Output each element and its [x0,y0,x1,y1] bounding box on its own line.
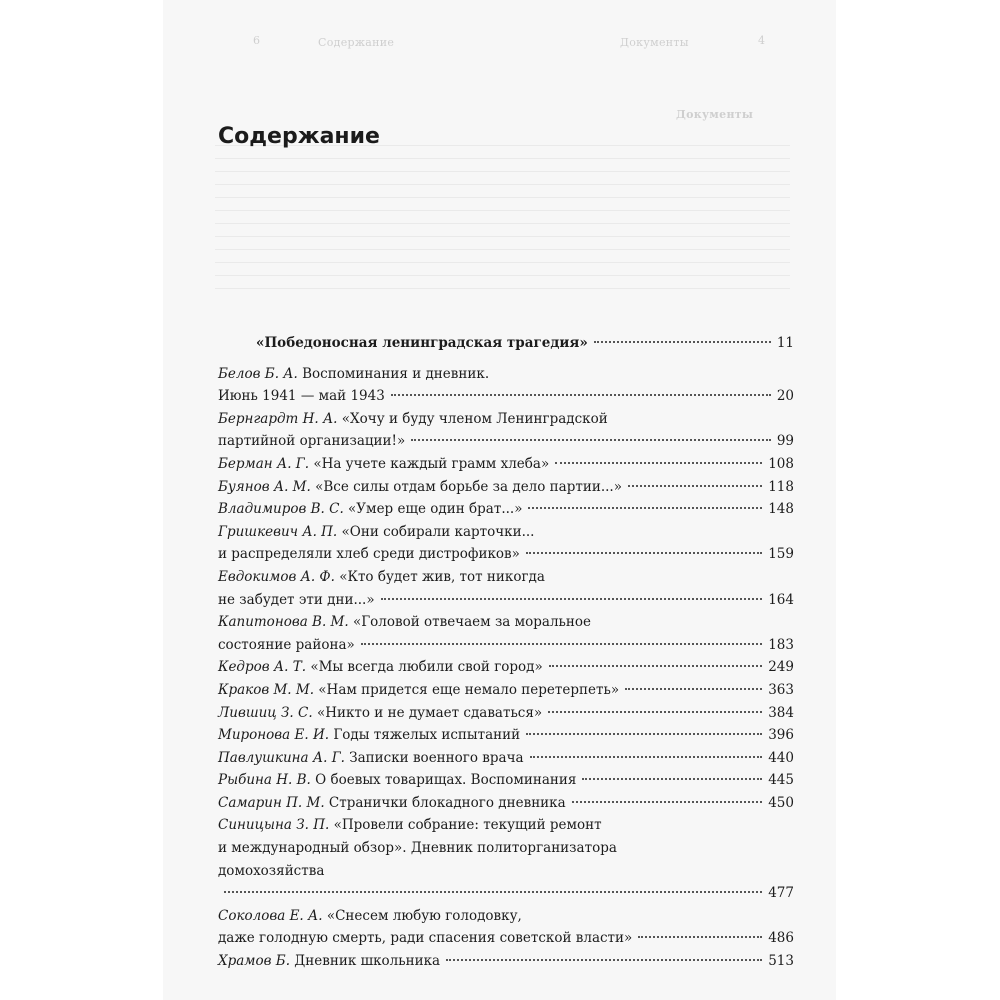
toc-entry-title: не забудет эти дни...» [218,591,375,608]
toc-entry-author: Капитонова В. М. [218,614,349,631]
toc-entry-author: Павлушкина А. Г. [218,749,345,766]
dot-leader [530,756,763,758]
toc-entry-line-text [218,747,524,770]
ghost-heading: Документы [676,108,754,121]
toc-entry-line-text [218,498,522,521]
toc-entry-page: 477 [768,885,794,902]
table-of-contents [218,332,794,973]
toc-entry[interactable] [218,814,794,904]
toc-entry-line [218,521,794,544]
toc-entry[interactable] [218,476,794,499]
toc-entry-line-text [218,702,542,725]
page-title: Содержание [218,124,380,149]
toc-entry-author: Самарин П. М. [218,794,325,811]
toc-entry[interactable] [218,611,794,656]
toc-entry-line [218,656,794,679]
toc-entry-title: Дневник школьника [294,953,441,970]
dot-leader [224,891,762,893]
dot-leader [548,711,762,713]
toc-entry-line-text [218,950,440,973]
toc-entry-title: и международный обзор». Дневник политорганизатора [218,840,617,857]
toc-entry-line [218,363,794,386]
toc-entry-line-text [218,589,375,612]
dot-leader [572,801,763,803]
toc-entry-line-text [218,679,619,702]
toc-entry-line [218,408,794,431]
toc-entry-author: Кедров А. Т. [218,659,307,676]
toc-entry[interactable] [218,679,794,702]
toc-entry[interactable] [218,792,794,815]
toc-entry-author: Владимиров В. С. [218,501,344,518]
toc-entry[interactable] [218,950,794,973]
toc-entry-line [256,332,794,355]
ghost-right-running-head: Документы [620,36,689,49]
toc-entry-title: домохозяйства [218,862,325,879]
toc-entry-line [218,927,794,950]
dot-leader [528,507,762,509]
toc-entry-author: Белов Б. А. [218,365,298,382]
toc-entry-title: «Нам придется еще немало перетерпеть» [318,681,620,698]
toc-entry-line [218,792,794,815]
toc-entry-line [218,430,794,453]
toc-entry-title: «Победоносная ленинградская трагедия» [256,335,588,351]
toc-entry-page: 164 [768,591,794,608]
toc-entry-author: Гришкевич А. П. [218,523,338,540]
toc-entry-line-text [218,927,632,950]
ghost-left-page-number: 6 [253,34,261,47]
toc-entry-author: Синицына З. П. [218,817,330,834]
toc-entry-line [218,476,794,499]
toc-entry-title: «Никто и не думает сдаваться» [316,704,543,721]
toc-entry-line-text [218,769,576,792]
toc-entry-line-text [218,453,549,476]
toc-entry-title: «Мы всегда любили свой город» [310,659,543,676]
toc-entry-title: О боевых товарищах. Воспоминания [315,772,577,789]
toc-entry-title: Воспоминания и дневник. [302,365,490,382]
toc-entry-line [218,453,794,476]
toc-entry-author: Рыбина Н. В. [218,772,311,789]
toc-entry-author: Краков М. М. [218,681,314,698]
toc-entry-line [218,543,794,566]
toc-entry-title: «Умер еще один брат...» [348,501,523,518]
toc-entry-page: 440 [768,749,794,766]
dot-leader [526,552,762,554]
toc-entry-title: «Провели собрание: текущий ремонт [333,817,602,834]
toc-entry-title: Записки военного врача [349,749,524,766]
toc-entry-line-text [218,543,520,566]
bleed-through-lines [215,145,790,325]
toc-entry-line [218,950,794,973]
toc-entry[interactable] [218,724,794,747]
dot-leader [361,643,762,645]
dot-leader [526,733,762,735]
toc-entry-page: 249 [768,659,794,676]
dot-leader [446,959,762,961]
toc-entry-page: 99 [776,433,794,450]
toc-entry-line [218,589,794,612]
toc-entry-line [218,498,794,521]
toc-entry-line [218,566,794,589]
toc-entry-author: Берман А. Г. [218,455,310,472]
toc-entry[interactable] [256,332,794,355]
toc-entry-title: партийной организации!» [218,433,406,450]
toc-entry-author: Лившиц З. С. [218,704,313,721]
dot-leader [391,394,771,396]
toc-entry-line-text [218,634,355,657]
toc-entry-author: Буянов А. М. [218,478,311,495]
toc-entry-line [218,385,794,408]
toc-entry[interactable] [218,453,794,476]
toc-entry-page: 20 [776,388,794,405]
toc-entry-line [218,611,794,634]
toc-entry-title: «Все силы отдам борьбе за дело партии...» [315,478,622,495]
toc-entry-line [218,747,794,770]
toc-entry[interactable] [218,566,794,611]
toc-entry-page: 396 [768,727,794,744]
dot-leader [381,598,763,600]
dot-leader [549,665,762,667]
toc-entry[interactable] [218,363,794,408]
dot-leader [628,485,762,487]
toc-entry-leader-row [218,882,794,905]
toc-entry-title: даже голодную смерть, ради спасения советской власти» [218,930,633,947]
toc-entry-line-text [256,332,588,355]
toc-entry-line-text [218,476,622,499]
dot-leader [625,688,762,690]
toc-entry-line [218,724,794,747]
toc-entry-author: Евдокимов А. Ф. [218,568,335,585]
toc-entry-line-text [218,385,385,408]
toc-entry-title: Июнь 1941 — май 1943 [218,388,385,405]
toc-entry-line-text [218,724,520,747]
toc-entry-title: «Снесем любую голодовку, [326,907,522,924]
toc-entry[interactable] [218,521,794,566]
toc-entry-line [218,769,794,792]
ghost-right-page-number: 4 [758,34,766,47]
toc-entry[interactable] [218,905,794,950]
toc-entry-page: 148 [768,501,794,518]
toc-entry-author: Храмов Б. [218,953,290,970]
toc-entry-line-text [218,656,543,679]
toc-entry-page: 11 [776,335,794,351]
dot-leader [582,778,762,780]
dot-leader [555,462,762,464]
toc-entry-line [218,702,794,725]
toc-entry[interactable] [218,498,794,521]
toc-entry-page: 159 [768,546,794,563]
dot-leader [594,341,771,343]
toc-entry-page: 513 [768,953,794,970]
dot-leader [411,439,771,441]
toc-entry-line [218,679,794,702]
toc-entry-author: Соколова Е. А. [218,907,323,924]
toc-entry-page: 445 [768,772,794,789]
toc-entry-page: 183 [768,636,794,653]
toc-entry-line-text [218,430,405,453]
toc-entry-page: 486 [768,930,794,947]
toc-entry-title: Странички блокадного дневника [328,794,566,811]
toc-entry-page: 450 [768,794,794,811]
toc-entry-line-text [218,792,566,815]
toc-entry-title: и распределяли хлеб среди дистрофиков» [218,546,520,563]
toc-entry-line [218,634,794,657]
toc-entry-author: Миронова Е. И. [218,727,330,744]
toc-entry-line [218,905,794,928]
toc-entry-title: «Кто будет жив, тот никогда [339,568,545,585]
ghost-left-running-head: Содержание [318,36,395,49]
toc-entry-line [218,814,794,837]
toc-entry-title: «Головой отвечаем за моральное [352,614,592,631]
toc-entry-line [218,860,794,883]
toc-entry-line [218,837,794,860]
toc-entry[interactable] [218,656,794,679]
dot-leader [638,936,762,938]
toc-entry-title: «На учете каждый грамм хлеба» [313,455,550,472]
toc-entry-title: Годы тяжелых испытаний [333,727,521,744]
toc-entry[interactable] [218,747,794,770]
toc-entry-page: 108 [768,455,794,472]
toc-entry-title: «Хочу и буду членом Ленинградской [341,410,608,427]
toc-entry-author: Бернгардт Н. А. [218,410,338,427]
toc-entry-page: 363 [768,681,794,698]
toc-entry[interactable] [218,769,794,792]
toc-entry-title: состояние района» [218,636,355,653]
toc-entry-page: 384 [768,704,794,721]
toc-entry-title: «Они собирали карточки... [341,523,535,540]
toc-entry[interactable] [218,408,794,453]
toc-entry-page: 118 [768,478,794,495]
toc-entry[interactable] [218,702,794,725]
